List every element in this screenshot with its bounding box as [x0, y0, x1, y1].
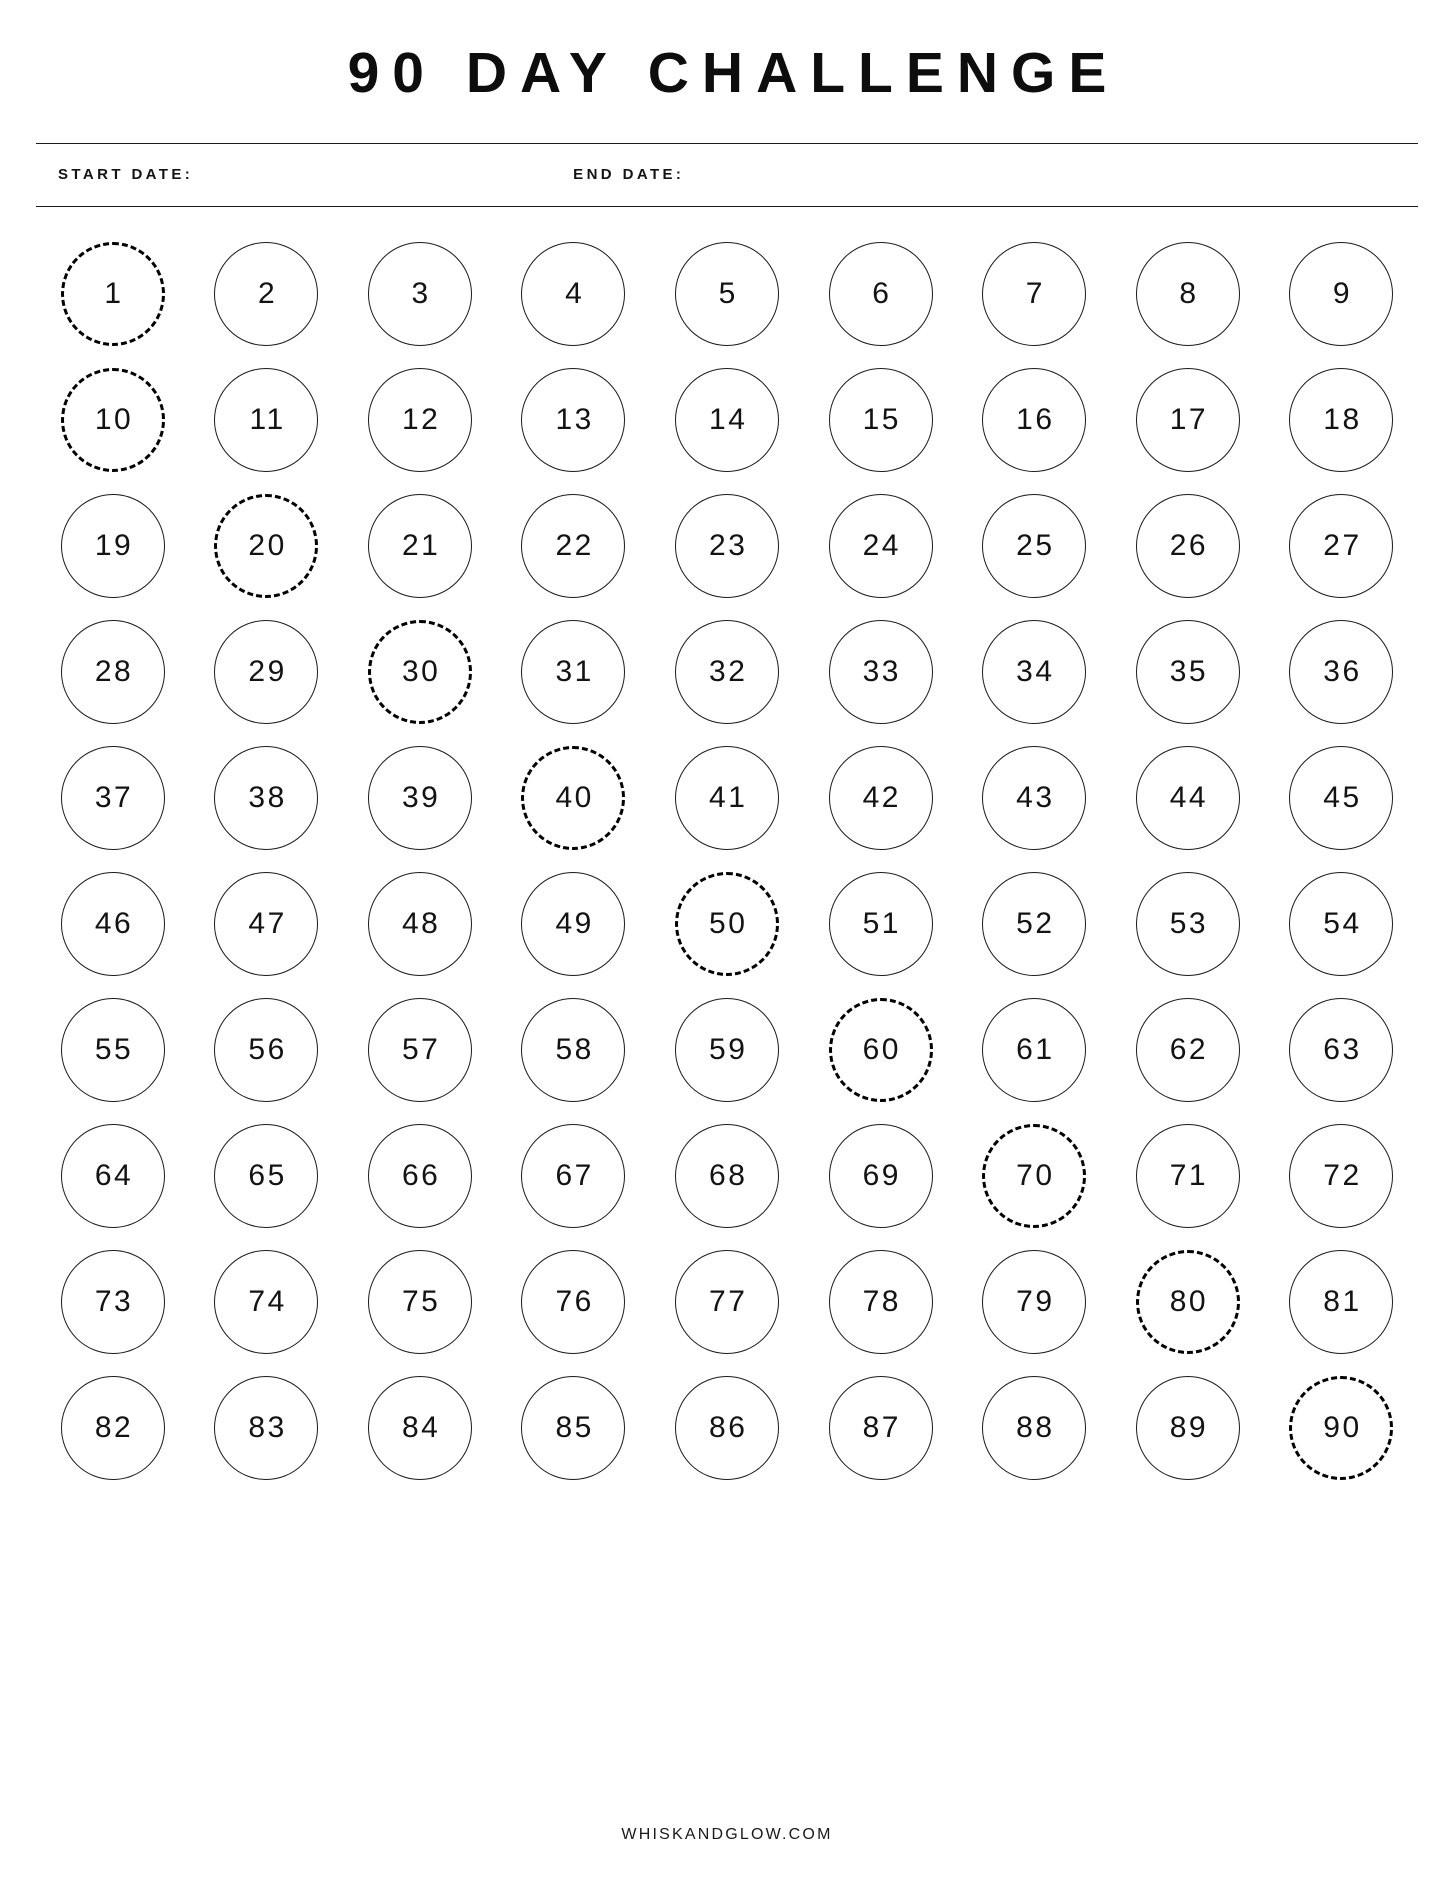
day-cell: [818, 366, 944, 474]
day-circle[interactable]: [61, 1124, 165, 1228]
day-number: 87: [862, 1410, 901, 1444]
day-circle[interactable]: [521, 1250, 625, 1354]
end-date-label: END DATE:: [573, 166, 685, 184]
day-number: 74: [248, 1284, 287, 1318]
day-cell: [510, 744, 636, 852]
day-number: 30: [401, 654, 441, 688]
day-cell: [357, 1122, 483, 1230]
day-number: 29: [248, 654, 287, 688]
day-circle[interactable]: [214, 1250, 318, 1354]
day-number: 81: [1323, 1284, 1362, 1318]
day-circle[interactable]: [1136, 620, 1240, 724]
day-cell: [971, 618, 1097, 726]
day-number: 24: [862, 528, 901, 562]
day-circle[interactable]: [368, 746, 472, 850]
day-circle[interactable]: [675, 368, 779, 472]
start-date-label: START DATE:: [58, 166, 194, 184]
day-cell: [357, 618, 483, 726]
day-number: 56: [248, 1032, 287, 1066]
day-number: 70: [1016, 1158, 1055, 1192]
day-circle-milestone[interactable]: [1136, 1250, 1240, 1354]
day-circle[interactable]: [214, 1376, 318, 1480]
day-circle[interactable]: [1289, 1250, 1393, 1354]
day-circle[interactable]: [521, 998, 625, 1102]
day-circle[interactable]: [61, 1376, 165, 1480]
day-cell: [818, 996, 944, 1104]
day-circle[interactable]: [1136, 242, 1240, 346]
day-number: 21: [401, 528, 441, 562]
day-cell: [1125, 744, 1251, 852]
day-cell: [203, 492, 329, 600]
day-cell: [510, 1248, 636, 1356]
day-cell: [203, 744, 329, 852]
day-number: 78: [862, 1284, 901, 1318]
day-circle[interactable]: [368, 872, 472, 976]
day-circle[interactable]: [982, 494, 1086, 598]
day-circle[interactable]: [214, 620, 318, 724]
day-circle[interactable]: [521, 620, 625, 724]
day-number: 83: [248, 1410, 287, 1444]
day-cell: [818, 240, 944, 348]
day-number: 9: [1332, 276, 1353, 310]
day-cell: [664, 870, 790, 978]
day-circle[interactable]: [982, 368, 1086, 472]
day-circle[interactable]: [1136, 1124, 1240, 1228]
day-number: 20: [248, 528, 287, 562]
day-number: 34: [1016, 654, 1055, 688]
day-number: 54: [1323, 906, 1362, 940]
day-cell: [510, 996, 636, 1104]
day-circle[interactable]: [675, 998, 779, 1102]
day-circle[interactable]: [1136, 872, 1240, 976]
day-circle[interactable]: [368, 1376, 472, 1480]
day-circle[interactable]: [982, 872, 1086, 976]
day-cell: [50, 492, 176, 600]
day-cell: [357, 1374, 483, 1482]
day-circle[interactable]: [982, 998, 1086, 1102]
day-number: 16: [1016, 402, 1055, 436]
day-cell: [664, 1374, 790, 1482]
day-cell: [971, 1122, 1097, 1230]
day-number: 7: [1025, 276, 1045, 310]
day-cell: [510, 870, 636, 978]
day-number: 18: [1323, 402, 1362, 436]
day-circle[interactable]: [982, 1376, 1086, 1480]
day-cell: [1125, 240, 1251, 348]
day-circle[interactable]: [1289, 494, 1393, 598]
day-number: 68: [709, 1158, 748, 1192]
day-number: 4: [565, 276, 585, 310]
day-number: 45: [1323, 780, 1362, 814]
day-circle[interactable]: [829, 242, 933, 346]
day-number: 11: [249, 402, 286, 436]
day-circle[interactable]: [521, 368, 625, 472]
day-number: 84: [401, 1410, 441, 1444]
day-cell: [203, 996, 329, 1104]
day-circle[interactable]: [1289, 998, 1393, 1102]
day-number: 67: [555, 1158, 594, 1192]
day-circle-milestone[interactable]: [61, 242, 165, 346]
day-number: 77: [709, 1284, 748, 1318]
day-circle-milestone[interactable]: [829, 998, 933, 1102]
day-number: 35: [1169, 654, 1209, 688]
day-cell: [664, 618, 790, 726]
day-circle[interactable]: [521, 494, 625, 598]
day-circle[interactable]: [829, 1250, 933, 1354]
day-circle[interactable]: [675, 746, 779, 850]
day-cell: [510, 492, 636, 600]
day-number: 90: [1323, 1410, 1362, 1444]
day-number: 82: [94, 1410, 134, 1444]
day-cell: [203, 1374, 329, 1482]
day-cell: [1278, 744, 1404, 852]
day-number: 15: [862, 402, 901, 436]
day-number: 62: [1169, 1032, 1209, 1066]
day-cell: [1278, 1374, 1404, 1482]
day-cell: [1278, 1122, 1404, 1230]
day-cell: [1278, 240, 1404, 348]
day-circle[interactable]: [61, 998, 165, 1102]
day-circle[interactable]: [675, 620, 779, 724]
day-number: 72: [1323, 1158, 1362, 1192]
day-circle[interactable]: [675, 1250, 779, 1354]
day-number: 51: [862, 906, 901, 940]
day-cell: [203, 1248, 329, 1356]
day-circle[interactable]: [214, 998, 318, 1102]
day-number: 59: [709, 1032, 748, 1066]
day-cell: [1125, 996, 1251, 1104]
day-cell: [50, 744, 176, 852]
day-cell: [664, 366, 790, 474]
day-number: 41: [709, 780, 748, 814]
day-circle[interactable]: [521, 1124, 625, 1228]
day-number: 88: [1016, 1410, 1055, 1444]
day-cell: [1125, 492, 1251, 600]
day-number: 33: [862, 654, 901, 688]
day-number: 3: [411, 276, 431, 310]
day-cell: [50, 240, 176, 348]
day-cell: [664, 492, 790, 600]
day-number: 64: [94, 1158, 134, 1192]
day-cell: [203, 366, 329, 474]
day-number: 12: [401, 402, 441, 436]
day-number: 63: [1323, 1032, 1362, 1066]
day-circle[interactable]: [1289, 368, 1393, 472]
day-circle[interactable]: [61, 494, 165, 598]
day-circle[interactable]: [61, 620, 165, 724]
day-circle[interactable]: [214, 242, 318, 346]
day-cell: [971, 492, 1097, 600]
day-cell: [50, 996, 176, 1104]
day-cell: [357, 492, 483, 600]
day-circle[interactable]: [368, 242, 472, 346]
day-cell: [1278, 618, 1404, 726]
day-circle[interactable]: [368, 1250, 472, 1354]
day-number: 31: [555, 654, 594, 688]
day-cell: [357, 744, 483, 852]
day-cell: [203, 1122, 329, 1230]
day-cell: [1125, 1122, 1251, 1230]
day-number: 10: [94, 402, 134, 436]
day-cell: [50, 1248, 176, 1356]
day-circle-milestone[interactable]: [521, 746, 625, 850]
day-cell: [818, 870, 944, 978]
day-circle[interactable]: [829, 620, 933, 724]
day-cell: [664, 1248, 790, 1356]
day-number: 42: [862, 780, 901, 814]
day-cell: [971, 996, 1097, 1104]
day-number: 32: [709, 654, 748, 688]
day-circle[interactable]: [214, 872, 318, 976]
day-circle[interactable]: [675, 1376, 779, 1480]
day-circle[interactable]: [61, 872, 165, 976]
day-cell: [510, 1374, 636, 1482]
day-number: 86: [709, 1410, 748, 1444]
day-circle[interactable]: [368, 998, 472, 1102]
day-number: 65: [248, 1158, 287, 1192]
day-cell: [664, 240, 790, 348]
day-cell: [818, 492, 944, 600]
day-cell: [357, 996, 483, 1104]
day-circle[interactable]: [61, 1250, 165, 1354]
day-circle[interactable]: [829, 1124, 933, 1228]
day-cell: [357, 366, 483, 474]
day-circle[interactable]: [1289, 620, 1393, 724]
day-cell: [1125, 366, 1251, 474]
day-circle[interactable]: [1289, 746, 1393, 850]
day-cell: [1278, 1248, 1404, 1356]
day-number: 57: [401, 1032, 441, 1066]
day-number: 60: [862, 1032, 901, 1066]
day-circle[interactable]: [1136, 494, 1240, 598]
day-number: 58: [555, 1032, 594, 1066]
page-title: 90 DAY CHALLENGE: [347, 41, 1120, 105]
day-circle[interactable]: [982, 746, 1086, 850]
day-circle[interactable]: [368, 494, 472, 598]
day-number: 40: [555, 780, 594, 814]
day-grid: [36, 240, 1418, 1482]
day-number: 79: [1016, 1284, 1055, 1318]
day-number: 53: [1169, 906, 1209, 940]
day-circle-milestone[interactable]: [368, 620, 472, 724]
day-number: 19: [94, 528, 134, 562]
day-number: 55: [94, 1032, 134, 1066]
day-cell: [971, 1374, 1097, 1482]
day-cell: [357, 1248, 483, 1356]
day-cell: [971, 744, 1097, 852]
day-number: 49: [555, 906, 594, 940]
day-cell: [510, 618, 636, 726]
day-cell: [971, 870, 1097, 978]
day-cell: [1278, 996, 1404, 1104]
day-number: 50: [709, 906, 748, 940]
day-circle-milestone[interactable]: [982, 1124, 1086, 1228]
day-circle[interactable]: [675, 242, 779, 346]
day-number: 52: [1016, 906, 1055, 940]
day-circle[interactable]: [829, 1376, 933, 1480]
day-number: 85: [555, 1410, 594, 1444]
day-cell: [1278, 492, 1404, 600]
day-number: 5: [718, 276, 738, 310]
day-number: 48: [401, 906, 441, 940]
day-number: 39: [401, 780, 441, 814]
day-circle-milestone[interactable]: [61, 368, 165, 472]
day-cell: [1278, 870, 1404, 978]
day-cell: [357, 870, 483, 978]
day-circle[interactable]: [214, 1124, 318, 1228]
day-number: 36: [1323, 654, 1362, 688]
day-number: 8: [1179, 276, 1199, 310]
day-cell: [818, 1122, 944, 1230]
day-number: 43: [1016, 780, 1055, 814]
day-circle[interactable]: [829, 368, 933, 472]
day-cell: [971, 366, 1097, 474]
day-number: 37: [94, 780, 134, 814]
day-circle-milestone[interactable]: [675, 872, 779, 976]
day-cell: [1278, 366, 1404, 474]
day-cell: [50, 366, 176, 474]
footer-credit: WHISKANDGLOW.COM: [621, 1826, 833, 1843]
day-number: 46: [94, 906, 134, 940]
day-number: 73: [94, 1284, 134, 1318]
day-circle[interactable]: [368, 368, 472, 472]
day-number: 26: [1169, 528, 1209, 562]
day-number: 75: [401, 1284, 441, 1318]
day-circle-milestone[interactable]: [214, 494, 318, 598]
day-number: 66: [401, 1158, 441, 1192]
day-circle[interactable]: [214, 746, 318, 850]
day-circle[interactable]: [214, 368, 318, 472]
day-cell: [1125, 618, 1251, 726]
day-circle[interactable]: [1289, 872, 1393, 976]
day-circle[interactable]: [1289, 1124, 1393, 1228]
day-cell: [50, 870, 176, 978]
day-cell: [357, 240, 483, 348]
day-circle[interactable]: [521, 872, 625, 976]
day-number: 76: [555, 1284, 594, 1318]
day-cell: [971, 1248, 1097, 1356]
header-divider-bottom: [36, 206, 1418, 207]
day-circle[interactable]: [61, 746, 165, 850]
day-circle[interactable]: [982, 620, 1086, 724]
day-number: 47: [248, 906, 287, 940]
day-circle[interactable]: [1136, 746, 1240, 850]
day-circle[interactable]: [675, 1124, 779, 1228]
day-circle[interactable]: [1136, 368, 1240, 472]
day-circle[interactable]: [982, 242, 1086, 346]
day-number: 14: [709, 402, 748, 436]
day-number: 27: [1323, 528, 1362, 562]
day-circle[interactable]: [521, 1376, 625, 1480]
day-circle[interactable]: [1136, 1376, 1240, 1480]
day-circle[interactable]: [829, 494, 933, 598]
day-number: 23: [709, 528, 748, 562]
day-number: 25: [1016, 528, 1055, 562]
day-number: 80: [1169, 1284, 1209, 1318]
day-number: 17: [1169, 402, 1209, 436]
day-number: 2: [257, 276, 278, 310]
day-cell: [818, 1374, 944, 1482]
day-cell: [818, 744, 944, 852]
day-cell: [818, 1248, 944, 1356]
day-cell: [203, 240, 329, 348]
day-cell: [50, 618, 176, 726]
day-circle-milestone[interactable]: [1289, 1376, 1393, 1480]
day-circle[interactable]: [829, 746, 933, 850]
day-cell: [510, 1122, 636, 1230]
day-cell: [203, 618, 329, 726]
day-circle[interactable]: [982, 1250, 1086, 1354]
day-cell: [510, 366, 636, 474]
day-number: 44: [1169, 780, 1209, 814]
day-cell: [50, 1122, 176, 1230]
day-cell: [664, 1122, 790, 1230]
day-cell: [1125, 1374, 1251, 1482]
day-number: 89: [1169, 1410, 1209, 1444]
day-number: 28: [94, 654, 134, 688]
day-cell: [664, 744, 790, 852]
day-circle[interactable]: [368, 1124, 472, 1228]
day-number: 61: [1016, 1032, 1055, 1066]
day-cell: [50, 1374, 176, 1482]
day-circle[interactable]: [829, 872, 933, 976]
day-circle[interactable]: [521, 242, 625, 346]
day-number: 38: [248, 780, 287, 814]
day-cell: [1125, 1248, 1251, 1356]
day-circle[interactable]: [1289, 242, 1393, 346]
day-circle[interactable]: [675, 494, 779, 598]
day-number: 71: [1169, 1158, 1209, 1192]
day-circle[interactable]: [1136, 998, 1240, 1102]
day-number: 22: [555, 528, 594, 562]
date-fields-row: [36, 144, 1418, 206]
day-cell: [971, 240, 1097, 348]
day-cell: [203, 870, 329, 978]
day-cell: [510, 240, 636, 348]
day-cell: [1125, 870, 1251, 978]
day-cell: [818, 618, 944, 726]
day-number: 6: [872, 276, 892, 310]
day-number: 13: [555, 402, 594, 436]
day-number: 1: [104, 276, 124, 310]
day-cell: [664, 996, 790, 1104]
day-number: 69: [862, 1158, 901, 1192]
